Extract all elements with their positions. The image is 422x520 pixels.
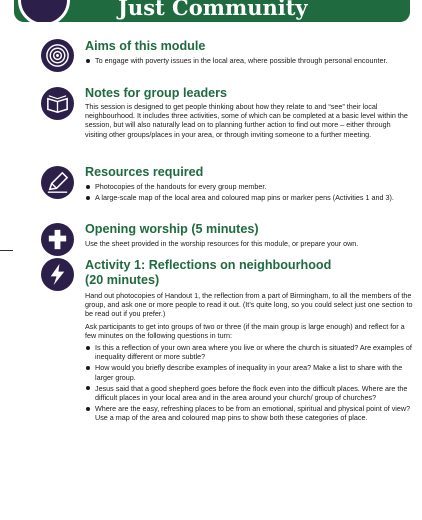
pencil-icon — [41, 166, 74, 199]
heading-aims: Aims of this module — [85, 39, 206, 53]
notes-body — [85, 102, 413, 142]
worship-body — [85, 239, 413, 251]
activity-1-body — [85, 291, 413, 425]
list-item: Is this a reflection of your own area where you live or where the church is situated? Are examples of inequality different or more subtle? — [85, 343, 413, 361]
list-item: Jesus said that a good shepherd goes before the flock even into the difficult places. Where are the difficult places in your local area and in the area around your church/ group of churches? — [85, 384, 413, 402]
heading-activity-1 — [85, 258, 422, 288]
header-banner — [14, 0, 410, 22]
worship-paragraph: Use the sheet provided in the worship resources for this module, or prepare your own. — [85, 239, 359, 248]
heading-notes: Notes for group leaders — [85, 86, 228, 100]
heading-resources: Resources required — [85, 165, 204, 179]
page-title: Just Community — [118, 0, 308, 20]
cross-icon — [41, 223, 74, 256]
lightning-icon — [41, 258, 74, 291]
target-icon — [41, 39, 74, 72]
list-item: Where are the easy, refreshing places to be from an emotional, spiritual and physical point of view? Use a map of the area and coloured map pins to show both these categories of place. — [85, 404, 413, 422]
aims-body — [85, 56, 413, 67]
list-item: To engage with poverty issues in the local area, where possible through personal encounter. — [85, 56, 413, 65]
book-icon — [41, 87, 74, 120]
list-item: Photocopies of the handouts for every group member. — [85, 182, 413, 191]
resources-body — [85, 182, 413, 204]
logo — [18, 0, 70, 22]
activity-title: Activity 1: Reflections on neighbourhood — [85, 258, 332, 272]
list-item: A large-scale map of the local area and coloured map pins or marker pens (Activities 1 and 3). — [85, 193, 413, 202]
list-item: How would you briefly describe examples of inequality in your area? Make a list to share with the larger group. — [85, 363, 413, 381]
activity-duration: (20 minutes) — [85, 273, 160, 287]
activity-paragraph: Ask participants to get into groups of two or three (if the main group is large enough) and reflect for a few minutes on the following questions in turn: — [85, 321, 405, 340]
notes-paragraph: This session is designed to get people thinking about how they relate to and “see” their local neighbourhood. It includes three activities, some of which can be completed at a basic level within the session, but will also naturally lead on to planning further action to find out more – either through visiting other groups/places in your area, or through inviting someone to a further meeting. — [85, 102, 408, 139]
heading-worship: Opening worship (5 minutes) — [85, 222, 259, 236]
side-divider — [0, 250, 13, 251]
activity-paragraph: Hand out photocopies of Handout 1, the reflection from a part of Birmingham, to all the members of the group, and ask one or more people to read it out. (It’s quite long, so you could select just one section to be read out if you prefer.) — [85, 291, 413, 319]
